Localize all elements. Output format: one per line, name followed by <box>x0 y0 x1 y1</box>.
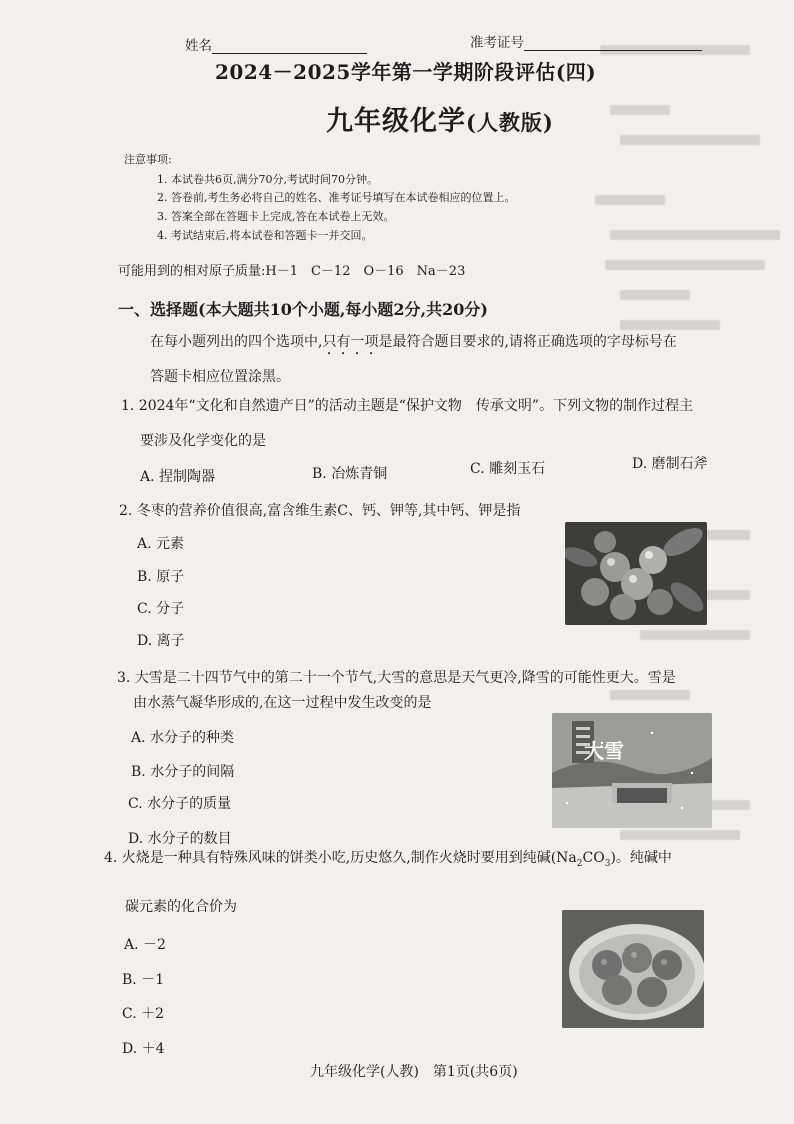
q1-stem-line2: 要涉及化学变化的是 <box>140 433 266 449</box>
huoshao-photo <box>562 910 704 1028</box>
q2-option-b: B. 原子 <box>137 569 185 585</box>
name-blank <box>212 39 367 54</box>
subject-main: 九年级化学 <box>326 106 466 137</box>
note-item: 3. 答案全部在答题卡上完成,答在本试卷上无效。 <box>157 210 395 223</box>
q4-option-c: C. ＋2 <box>122 1006 165 1022</box>
q3-stem-line2: 由水蒸气凝华形成的,在这一过程中发生改变的是 <box>133 695 432 711</box>
q3-option-d: D. 水分子的数目 <box>128 831 232 847</box>
name-label: 姓名 <box>185 38 212 54</box>
instr-emphasis: 只有一项 <box>322 334 379 350</box>
q3-option-b: B. 水分子的间隔 <box>131 764 235 780</box>
q4-sub-1: 2 <box>576 858 583 869</box>
instr-part-b: 是最符合题目要求的,请将正确选项的字母标号在 <box>378 334 677 350</box>
q3-option-a: A. 水分子的种类 <box>131 730 235 746</box>
q4-option-a: A. －2 <box>124 937 166 953</box>
q1-stem: 1. 2024年“文化和自然遗产日”的活动主题是“保护文物 传承文明”。下列文物的制作过程主 <box>121 398 694 414</box>
jujube-photo <box>565 522 707 625</box>
subject-title <box>326 99 554 138</box>
q4-option-b: B. －1 <box>122 972 165 988</box>
q3-stem: 3. 大雪是二十四节气中的第二十一个节气,大雪的意思是天气更冷,降雪的可能性更大。雪是 <box>117 670 676 686</box>
q1-option-b: B. 冶炼青铜 <box>312 466 388 482</box>
note-item: 4. 考试结束后,将本试卷和答题卡一并交回。 <box>157 229 373 242</box>
q4-stem-part-c: )。纯碱中 <box>610 850 672 866</box>
q2-stem: 2. 冬枣的营养价值很高,富含维生素C、钙、钾等,其中钙、钾是指 <box>119 503 521 519</box>
q2-option-c: C. 分子 <box>137 601 185 617</box>
ticket-field <box>470 31 702 51</box>
q4-stem-part-b: CO <box>582 850 605 866</box>
q4-sub-2: 3 <box>604 858 611 869</box>
atomic-masses: 可能用到的相对原子质量:H－1 C－12 O－16 Na－23 <box>118 264 466 279</box>
notes-heading: 注意事项: <box>124 153 172 166</box>
note-item: 2. 答卷前,考生务必将自己的姓名、准考证号填写在本试卷相应的位置上。 <box>157 191 516 204</box>
name-field <box>185 34 367 54</box>
subject-edition: (人教版) <box>466 110 554 135</box>
q1-option-d: D. 磨制石斧 <box>632 456 708 472</box>
instr-part-a: 在每小题列出的四个选项中, <box>150 334 323 350</box>
q4-stem-part-a: 4. 火烧是一种具有特殊风味的饼类小吃,历史悠久,制作火烧时要用到纯碱(Na <box>104 850 577 866</box>
section-instructions <box>150 331 677 358</box>
q4-stem-line2: 碳元素的化合价为 <box>125 899 237 915</box>
q3-option-c: C. 水分子的质量 <box>128 796 232 812</box>
q1-option-c: C. 雕刻玉石 <box>470 461 546 477</box>
snow-caption: 大雪 <box>584 739 624 763</box>
section-instructions-line2: 答题卡相应位置涂黑。 <box>150 369 290 385</box>
exam-title: 2024－2025学年第一学期阶段评估(四) <box>215 60 597 84</box>
q2-option-d: D. 离子 <box>137 633 185 649</box>
ticket-blank <box>524 36 702 51</box>
section-title: 一、选择题(本大题共10个小题,每小题2分,共20分) <box>118 300 488 319</box>
heavy-snow-photo <box>552 713 712 828</box>
q4-stem <box>104 847 672 869</box>
note-item: 1. 本试卷共6页,满分70分,考试时间70分钟。 <box>157 173 378 186</box>
q1-option-a: A. 捏制陶器 <box>140 469 216 485</box>
page-footer: 九年级化学(人教) 第1页(共6页) <box>310 1064 518 1080</box>
ticket-label: 准考证号 <box>470 35 524 51</box>
q4-option-d: D. ＋4 <box>122 1041 165 1057</box>
q2-option-a: A. 元素 <box>137 536 185 552</box>
